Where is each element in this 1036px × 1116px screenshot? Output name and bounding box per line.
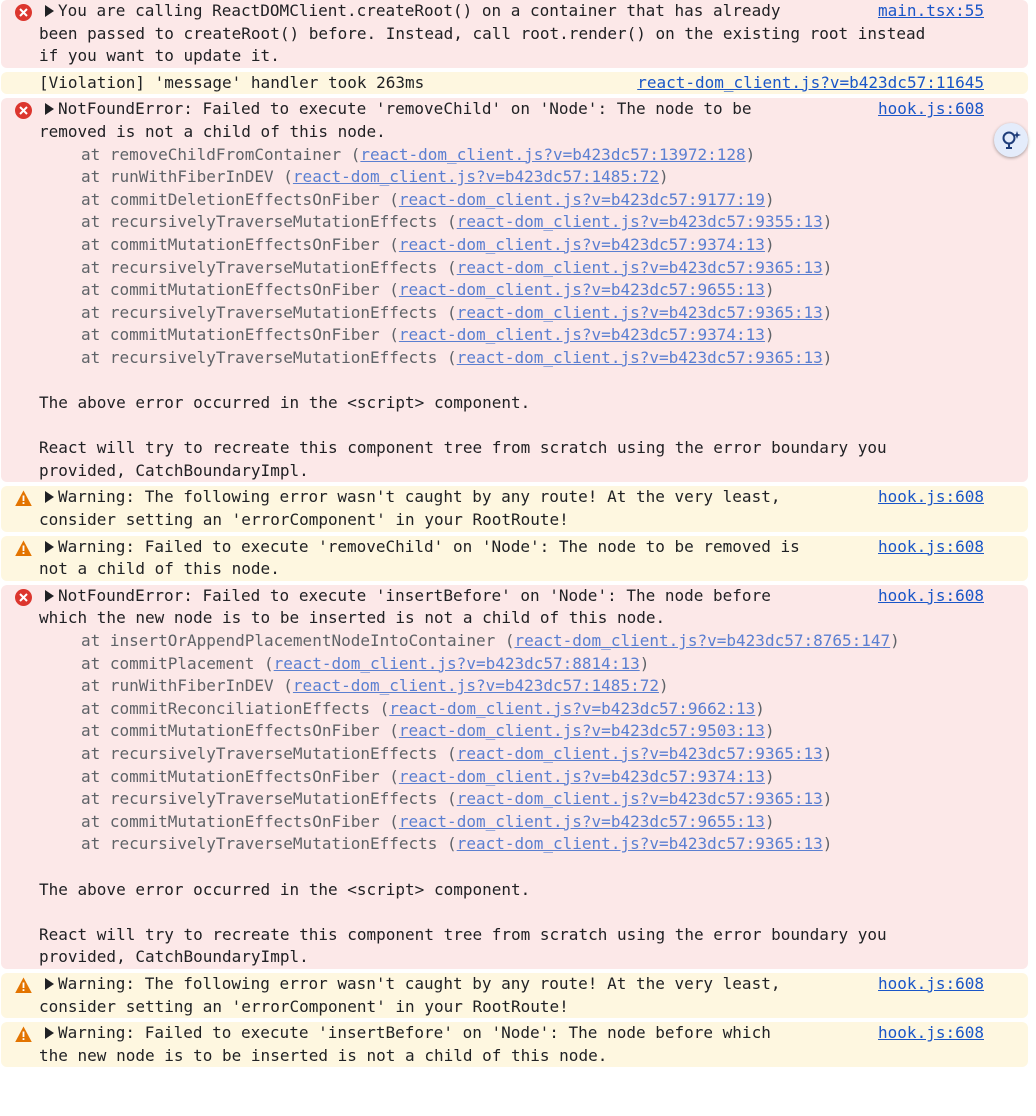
message-text bbox=[37, 1022, 984, 1045]
stack-frame-link[interactable]: react-dom_client.js?v=b423dc57:1485:72 bbox=[292, 676, 659, 696]
stack-frame-link[interactable]: react-dom_client.js?v=b423dc57:8814:13 bbox=[273, 653, 640, 673]
stack-frame-function: at commitMutationEffectsOnFiber bbox=[81, 280, 380, 300]
stack-frame-link[interactable]: react-dom_client.js?v=b423dc57:9365:13 bbox=[456, 744, 823, 763]
warning-icon bbox=[15, 540, 32, 557]
message-text bbox=[37, 0, 984, 23]
stack-frame: at recursivelyTraverseMutationEffects (react-dom_client.js?v=b423dc57:9365:13) bbox=[81, 744, 833, 763]
stack-frame: at recursivelyTraverseMutationEffects (react-dom_client.js?v=b423dc57:9365:13) bbox=[81, 347, 833, 367]
blank-line bbox=[39, 415, 984, 438]
message-text bbox=[39, 996, 984, 1019]
blank-line bbox=[39, 856, 984, 879]
message-text bbox=[39, 558, 984, 581]
stack-frame-link[interactable]: react-dom_client.js?v=b423dc57:9374:13 bbox=[398, 766, 765, 786]
message-text-line: Warning: Failed to execute 'removeChild' on 'Node': The node to be removed is bbox=[58, 536, 800, 556]
stack-frame-link[interactable]: react-dom_client.js?v=b423dc57:13972:128 bbox=[360, 144, 746, 164]
console-message-error bbox=[1, 0, 1028, 68]
source-link[interactable]: hook.js:608 bbox=[870, 1022, 984, 1045]
message-text-line: Warning: Failed to execute 'insertBefore' on 'Node': The node before which bbox=[58, 1023, 771, 1043]
stack-frame: at runWithFiberInDEV (react-dom_client.js?v=b423dc57:1485:72) bbox=[81, 167, 669, 187]
warning-icon bbox=[15, 1026, 32, 1043]
source-link[interactable]: hook.js:608 bbox=[870, 536, 984, 559]
expand-triangle-icon[interactable] bbox=[45, 541, 54, 553]
stack-frame: at commitMutationEffectsOnFiber (react-dom_client.js?v=b423dc57:9374:13) bbox=[81, 766, 775, 786]
source-link[interactable]: react-dom_client.js?v=b423dc57:11645 bbox=[629, 72, 984, 95]
message-text bbox=[39, 1045, 984, 1068]
message-text-line: consider setting an 'errorComponent' in your RootRoute! bbox=[39, 510, 569, 530]
message-text-line: NotFoundError: Failed to execute 'removeChild' on 'Node': The node to be bbox=[58, 99, 752, 119]
stack-frame: at commitPlacement (react-dom_client.js?v=b423dc57:8814:13) bbox=[81, 653, 650, 673]
stack-frame-function: at commitDeletionEffectsOnFiber bbox=[81, 189, 380, 209]
message-text bbox=[37, 536, 984, 559]
message-text bbox=[39, 607, 984, 630]
stack-frame-function: at recursivelyTraverseMutationEffects bbox=[81, 302, 438, 322]
stack-frame: at commitMutationEffectsOnFiber (react-dom_client.js?v=b423dc57:9655:13) bbox=[81, 811, 775, 831]
stack-frame-link[interactable]: react-dom_client.js?v=b423dc57:9655:13 bbox=[398, 811, 765, 831]
stack-frame-link[interactable]: react-dom_client.js?v=b423dc57:9365:13 bbox=[456, 347, 823, 367]
console-message-warning bbox=[1, 486, 1028, 531]
stack-frame-function: at recursivelyTraverseMutationEffects bbox=[81, 789, 438, 809]
expand-triangle-icon[interactable] bbox=[45, 5, 54, 17]
message-text-line: You are calling ReactDOMClient.createRoot() on a container that has already bbox=[58, 1, 781, 20]
message-text-line: provided, CatchBoundaryImpl. bbox=[39, 947, 309, 967]
expand-triangle-icon[interactable] bbox=[45, 978, 54, 990]
message-text bbox=[39, 45, 984, 68]
error-icon bbox=[15, 589, 32, 606]
stack-frame-link[interactable]: react-dom_client.js?v=b423dc57:9355:13 bbox=[456, 212, 823, 232]
stack-frame: at commitMutationEffectsOnFiber (react-dom_client.js?v=b423dc57:9503:13) bbox=[81, 721, 775, 741]
ai-assistance-button[interactable] bbox=[994, 123, 1028, 157]
stack-frame-function: at recursivelyTraverseMutationEffects bbox=[81, 744, 438, 763]
stack-frame-function: at removeChildFromContainer bbox=[81, 144, 342, 164]
message-text-line: removed is not a child of this node. bbox=[39, 121, 386, 141]
stack-frame-function: at commitMutationEffectsOnFiber bbox=[81, 234, 380, 254]
stack-frame-function: at recursivelyTraverseMutationEffects bbox=[81, 347, 438, 367]
stack-frame-function: at commitMutationEffectsOnFiber bbox=[81, 766, 380, 786]
stack-frame: at recursivelyTraverseMutationEffects (react-dom_client.js?v=b423dc57:9365:13) bbox=[81, 257, 833, 277]
expand-triangle-icon[interactable] bbox=[45, 491, 54, 503]
source-link[interactable]: hook.js:608 bbox=[870, 973, 984, 996]
stack-frame-function: at commitMutationEffectsOnFiber bbox=[81, 721, 380, 741]
message-text-line: been passed to createRoot() before. Instead, call root.render() on the existing root instead bbox=[39, 23, 926, 43]
stack-frame: at recursivelyTraverseMutationEffects (react-dom_client.js?v=b423dc57:9365:13) bbox=[81, 834, 833, 854]
stack-frame-link[interactable]: react-dom_client.js?v=b423dc57:9655:13 bbox=[398, 280, 765, 300]
message-text-line: NotFoundError: Failed to execute 'insertBefore' on 'Node': The node before bbox=[58, 585, 771, 605]
stack-frame-function: at commitMutationEffectsOnFiber bbox=[81, 325, 380, 345]
stack-frame-link[interactable]: react-dom_client.js?v=b423dc57:9365:13 bbox=[456, 257, 823, 277]
stack-frame-link[interactable]: react-dom_client.js?v=b423dc57:8765:147 bbox=[514, 631, 891, 651]
message-text bbox=[37, 973, 984, 996]
source-link[interactable]: hook.js:608 bbox=[870, 486, 984, 509]
stack-frame-function: at commitReconciliationEffects bbox=[81, 698, 370, 718]
console-message-warning bbox=[1, 973, 1028, 1018]
stack-frame: at insertOrAppendPlacementNodeIntoContainer (react-dom_client.js?v=b423dc57:8765:147) bbox=[81, 631, 900, 651]
source-link[interactable]: main.tsx:55 bbox=[870, 0, 984, 23]
expand-triangle-icon[interactable] bbox=[45, 590, 54, 602]
expand-triangle-icon[interactable] bbox=[45, 103, 54, 115]
stack-frame-function: at insertOrAppendPlacementNodeIntoContainer bbox=[81, 631, 496, 651]
console-message-violation bbox=[1, 72, 1028, 95]
lightbulb-sparkle-icon bbox=[1000, 129, 1022, 151]
message-text-line: Warning: The following error wasn't caught by any route! At the very least, bbox=[58, 973, 781, 993]
stack-frame-function: at commitMutationEffectsOnFiber bbox=[81, 811, 380, 831]
message-text bbox=[39, 509, 984, 532]
message-text-line: The above error occurred in the <script> component. bbox=[39, 879, 531, 899]
stack-frame-link[interactable]: react-dom_client.js?v=b423dc57:1485:72 bbox=[292, 167, 659, 187]
message-text-line: if you want to update it. bbox=[39, 46, 280, 66]
stack-frame-function: at commitPlacement bbox=[81, 653, 255, 673]
warning-icon bbox=[15, 977, 32, 994]
console-message-warning bbox=[1, 536, 1028, 581]
stack-frame: at commitMutationEffectsOnFiber (react-dom_client.js?v=b423dc57:9655:13) bbox=[81, 280, 775, 300]
message-text bbox=[37, 585, 984, 608]
stack-frame: at recursivelyTraverseMutationEffects (react-dom_client.js?v=b423dc57:9365:13) bbox=[81, 789, 833, 809]
message-text-line: the new node is to be inserted is not a child of this node. bbox=[39, 1045, 608, 1065]
source-link[interactable]: hook.js:608 bbox=[870, 585, 984, 608]
message-text-line: which the new node is to be inserted is not a child of this node. bbox=[39, 608, 666, 628]
stack-frame-link[interactable]: react-dom_client.js?v=b423dc57:9365:13 bbox=[456, 834, 823, 854]
source-link[interactable]: hook.js:608 bbox=[870, 98, 984, 121]
message-text bbox=[37, 486, 984, 509]
stack-frame-function: at recursivelyTraverseMutationEffects bbox=[81, 257, 438, 277]
stack-frame-link[interactable]: react-dom_client.js?v=b423dc57:9177:19 bbox=[398, 189, 765, 209]
message-text-line: React will try to recreate this component tree from scratch using the error boundary you bbox=[39, 924, 887, 944]
stack-frame: at recursivelyTraverseMutationEffects (react-dom_client.js?v=b423dc57:9355:13) bbox=[81, 212, 833, 232]
stack-frame-function: at recursivelyTraverseMutationEffects bbox=[81, 212, 438, 232]
stack-frame-link[interactable]: react-dom_client.js?v=b423dc57:9662:13 bbox=[389, 698, 756, 718]
stack-frame: at commitMutationEffectsOnFiber (react-dom_client.js?v=b423dc57:9374:13) bbox=[81, 234, 775, 254]
stack-frame: at commitMutationEffectsOnFiber (react-dom_client.js?v=b423dc57:9374:13) bbox=[81, 325, 775, 345]
console-message-error bbox=[1, 585, 1028, 969]
stack-frame: at recursivelyTraverseMutationEffects (react-dom_client.js?v=b423dc57:9365:13) bbox=[81, 302, 833, 322]
blank-line bbox=[39, 901, 984, 924]
stack-frame: at commitDeletionEffectsOnFiber (react-dom_client.js?v=b423dc57:9177:19) bbox=[81, 189, 775, 209]
console-message-warning bbox=[1, 1022, 1028, 1067]
stack-frame-function: at runWithFiberInDEV bbox=[81, 167, 274, 187]
stack-frame-link[interactable]: react-dom_client.js?v=b423dc57:9374:13 bbox=[398, 234, 765, 254]
stack-frame-function: at runWithFiberInDEV bbox=[81, 676, 274, 696]
warning-icon bbox=[15, 490, 32, 507]
message-text-line: not a child of this node. bbox=[39, 559, 280, 579]
stack-frame: at runWithFiberInDEV (react-dom_client.js?v=b423dc57:1485:72) bbox=[81, 676, 669, 696]
stack-frame-link[interactable]: react-dom_client.js?v=b423dc57:9503:13 bbox=[398, 721, 765, 741]
stack-frame-link[interactable]: react-dom_client.js?v=b423dc57:9374:13 bbox=[398, 325, 765, 345]
stack-frame: at commitReconciliationEffects (react-dom_client.js?v=b423dc57:9662:13) bbox=[81, 698, 765, 718]
stack-frame-function: at recursivelyTraverseMutationEffects bbox=[81, 834, 438, 854]
message-text bbox=[39, 23, 984, 46]
message-text bbox=[39, 121, 984, 144]
message-text-line: [Violation] 'message' handler took 263ms bbox=[39, 72, 425, 92]
expand-triangle-icon[interactable] bbox=[45, 1027, 54, 1039]
message-text-line: Warning: The following error wasn't caught by any route! At the very least, bbox=[58, 487, 781, 507]
message-text bbox=[37, 98, 984, 121]
stack-frame-link[interactable]: react-dom_client.js?v=b423dc57:9365:13 bbox=[456, 789, 823, 809]
stack-frame-link[interactable]: react-dom_client.js?v=b423dc57:9365:13 bbox=[456, 302, 823, 322]
console-message-error bbox=[1, 98, 1028, 482]
message-text-line: provided, CatchBoundaryImpl. bbox=[39, 460, 309, 480]
error-icon bbox=[15, 4, 32, 21]
message-text-line: React will try to recreate this component tree from scratch using the error boundary you bbox=[39, 438, 887, 458]
message-text-line: consider setting an 'errorComponent' in your RootRoute! bbox=[39, 996, 569, 1016]
message-text-line: The above error occurred in the <script> component. bbox=[39, 393, 531, 413]
blank-line bbox=[39, 370, 984, 393]
stack-frame: at removeChildFromContainer (react-dom_client.js?v=b423dc57:13972:128) bbox=[81, 144, 756, 164]
error-icon bbox=[15, 102, 32, 119]
